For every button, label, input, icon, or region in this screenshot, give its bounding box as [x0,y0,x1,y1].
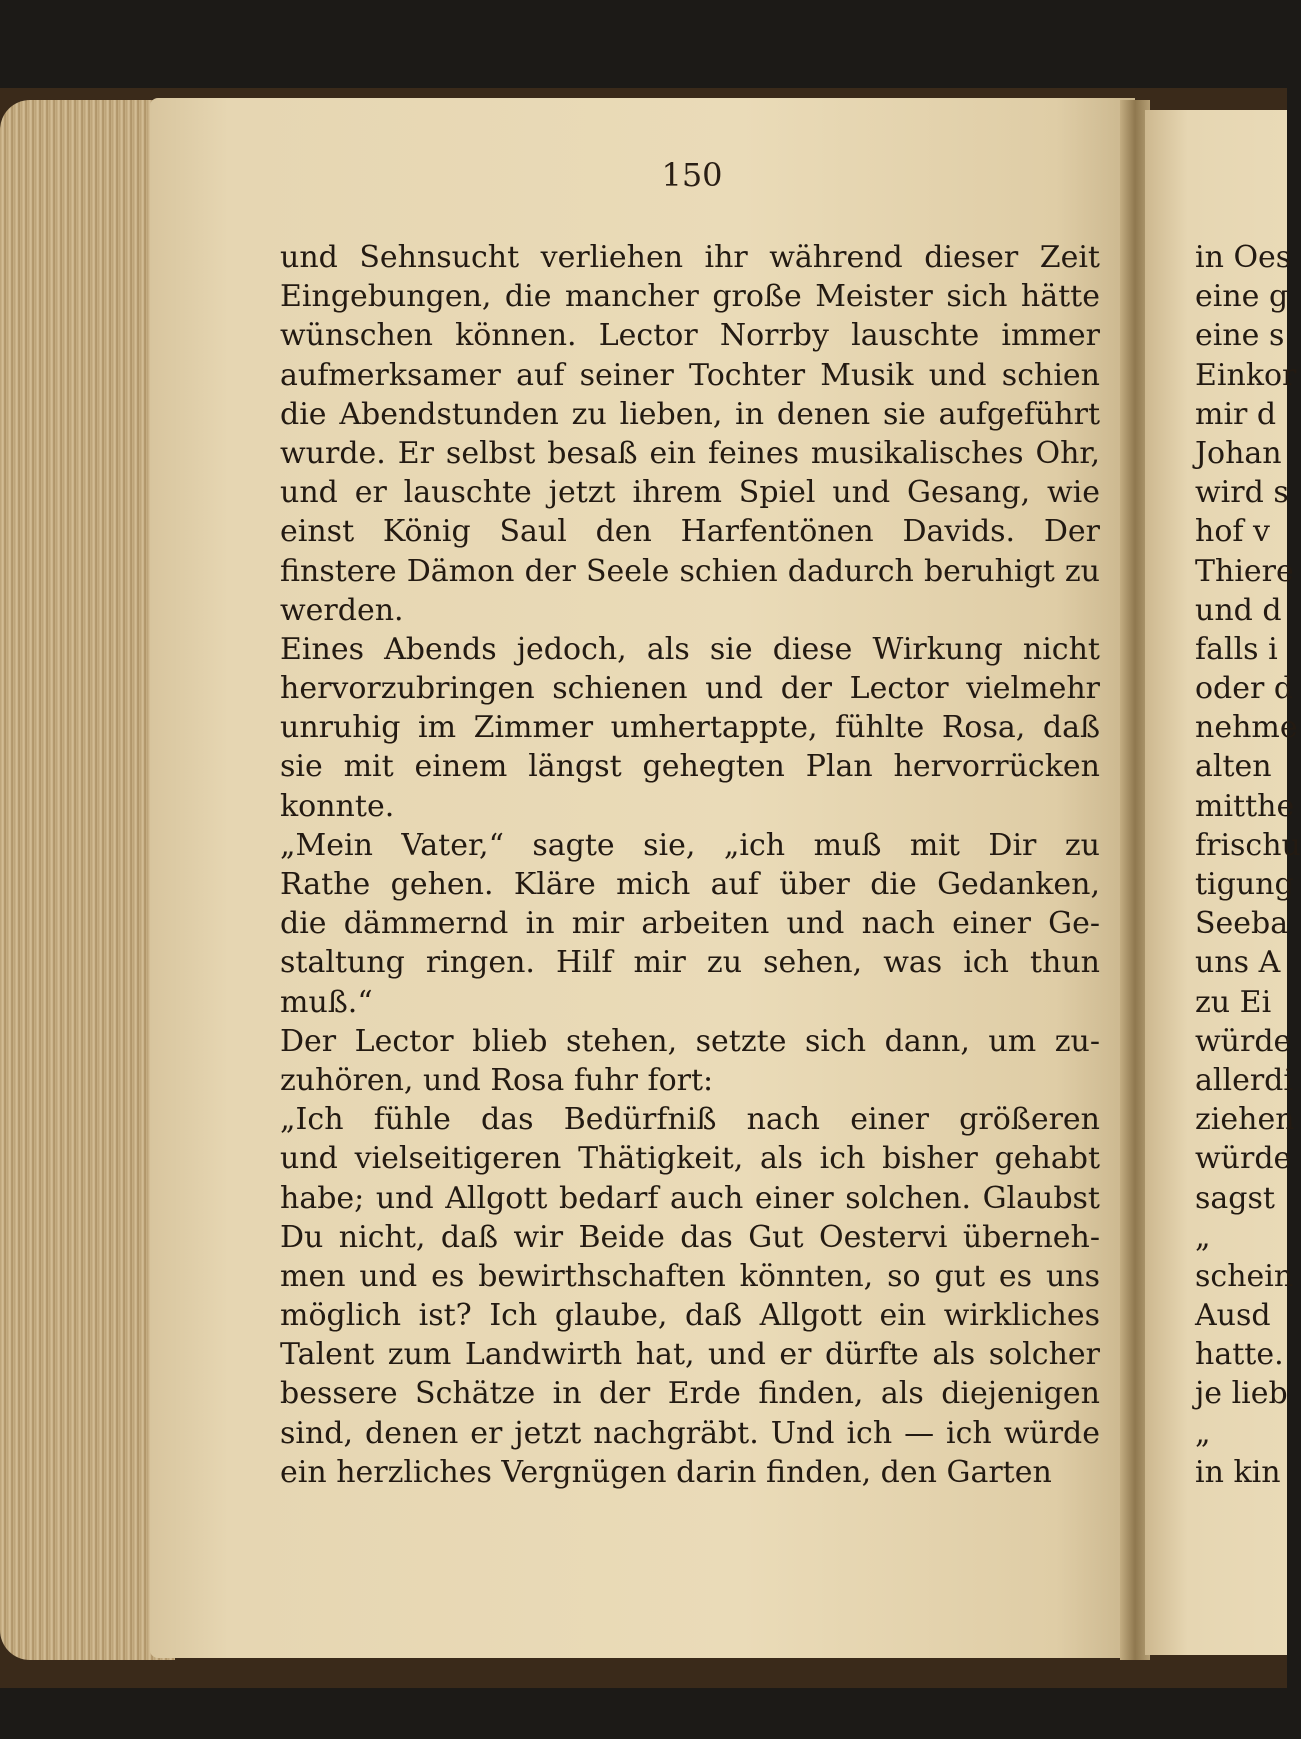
text-line: eine g [1195,279,1289,315]
text-line: einst König Saul den Harfentönen Davids. Der [280,514,1100,550]
text-line: möglich ist? Ich glaube, daß Allgott ein wirkliches [280,1298,1100,1334]
text-line: ein herzliches Vergnügen darin finden, den Garten [280,1454,1052,1490]
text-line: und vielseitigeren Thätigkeit, als ich bisher gehabt [280,1141,1100,1177]
text-line: Eines Abends jedoch, als sie diese Wirkung nicht [280,631,1100,667]
text-line: frischu [1195,827,1301,863]
text-line: hervorzubringen schienen und der Lector vielmehr [280,671,1100,707]
text-line: sie mit einem längst gehegten Plan hervorrücken [280,749,1100,785]
text-line: aufmerksamer auf seiner Tochter Musik und schien [280,357,1100,393]
text-line: falls i [1195,631,1278,667]
text-line: men und es bewirthschaften könnten, so gut es uns [280,1258,1100,1294]
text-line: nehme [1195,710,1298,746]
text-line: wird s [1195,475,1289,511]
text-line: Eingebungen, die mancher große Meister sich hätte [280,279,1100,315]
text-line: und er lauschte jetzt ihrem Spiel und Gesang, wie [280,475,1100,511]
text-line: zuhören, und Rosa fuhr fort: [280,1062,714,1098]
text-line: „Ich fühle das Bedürfniß nach einer größeren [280,1102,1100,1138]
text-line: je lieb [1195,1376,1288,1412]
text-line: schein [1195,1258,1294,1294]
text-line: unruhig im Zimmer umhertappte, fühlte Rosa, daß [280,710,1100,746]
text-line: mir d [1195,396,1277,432]
text-line: wurde. Er selbst besaß ein feines musikalisches Ohr, [280,435,1100,471]
text-line: „ [1195,1415,1211,1451]
text-line: die Abendstunden zu lieben, in denen sie aufgeführt [280,396,1100,432]
text-line: Einkor [1195,357,1297,393]
text-line: Rathe gehen. Kläre mich auf über die Gedanken, [280,867,1100,902]
text-line: Talent zum Landwirth hat, und er dürfte als solcher [280,1337,1100,1373]
text-line: alten [1195,749,1272,785]
text-line: wünschen können. Lector Norrby lauschte immer [280,318,1100,354]
text-line: hatte. [1195,1337,1284,1373]
text-line: bessere Schätze in der Erde finden, als diejenigen [280,1376,1100,1412]
text-line: Du nicht, daß wir Beide das Gut Oestervi überneh- [280,1219,1100,1255]
text-line: Der Lector blieb stehen, setzte sich dann, um zu- [280,1023,1100,1059]
text-line: tigung [1195,867,1294,902]
text-line: Seeba [1195,906,1289,942]
text-line: sagst [1195,1180,1275,1216]
page-edges [0,100,175,1660]
text-line: und Sehnsucht verliehen ihr während dieser Zeit [280,240,1100,275]
text-line: uns A [1195,945,1281,981]
text-line: eine s [1195,318,1285,354]
text-line: staltung ringen. Hilf mir zu sehen, was ich thun [280,945,1100,981]
text-line: und d [1195,592,1282,628]
text-line: oder d [1195,671,1294,707]
left-page-text [280,238,1100,1492]
text-line: Johan [1195,435,1282,471]
text-line: „Mein Vater,“ sagte sie, „ich muß mit Dir zu [280,827,1100,863]
text-line: die dämmernd in mir arbeiten und nach einer Ge- [280,906,1100,942]
text-line: mitthe [1195,788,1295,824]
text-line: finstere Dämon der Seele schien dadurch beruhigt zu [280,553,1100,589]
right-page-text [1195,238,1301,1492]
text-line: ziehen [1195,1102,1295,1138]
text-line: werden. [280,592,404,628]
text-line: allerdi [1195,1062,1293,1098]
text-line: „ [1195,1219,1211,1255]
text-line: Ausd [1195,1298,1271,1334]
text-line: Thiere [1195,553,1294,589]
text-line: zu Ei [1195,984,1272,1020]
text-line: in kin [1195,1454,1281,1490]
text-line: in Oes [1195,240,1292,275]
text-line: sind, denen er jetzt nachgräbt. Und ich — ich würde [280,1415,1100,1451]
text-line: würde [1195,1141,1292,1177]
page-number: 150 [661,156,723,194]
text-line: würde [1195,1023,1292,1059]
text-line: habe; und Allgott bedarf auch einer solchen. Glaubst [280,1180,1100,1216]
text-line: muß.“ [280,984,373,1020]
text-line: hof v [1195,514,1270,550]
text-line: konnte. [280,788,395,824]
